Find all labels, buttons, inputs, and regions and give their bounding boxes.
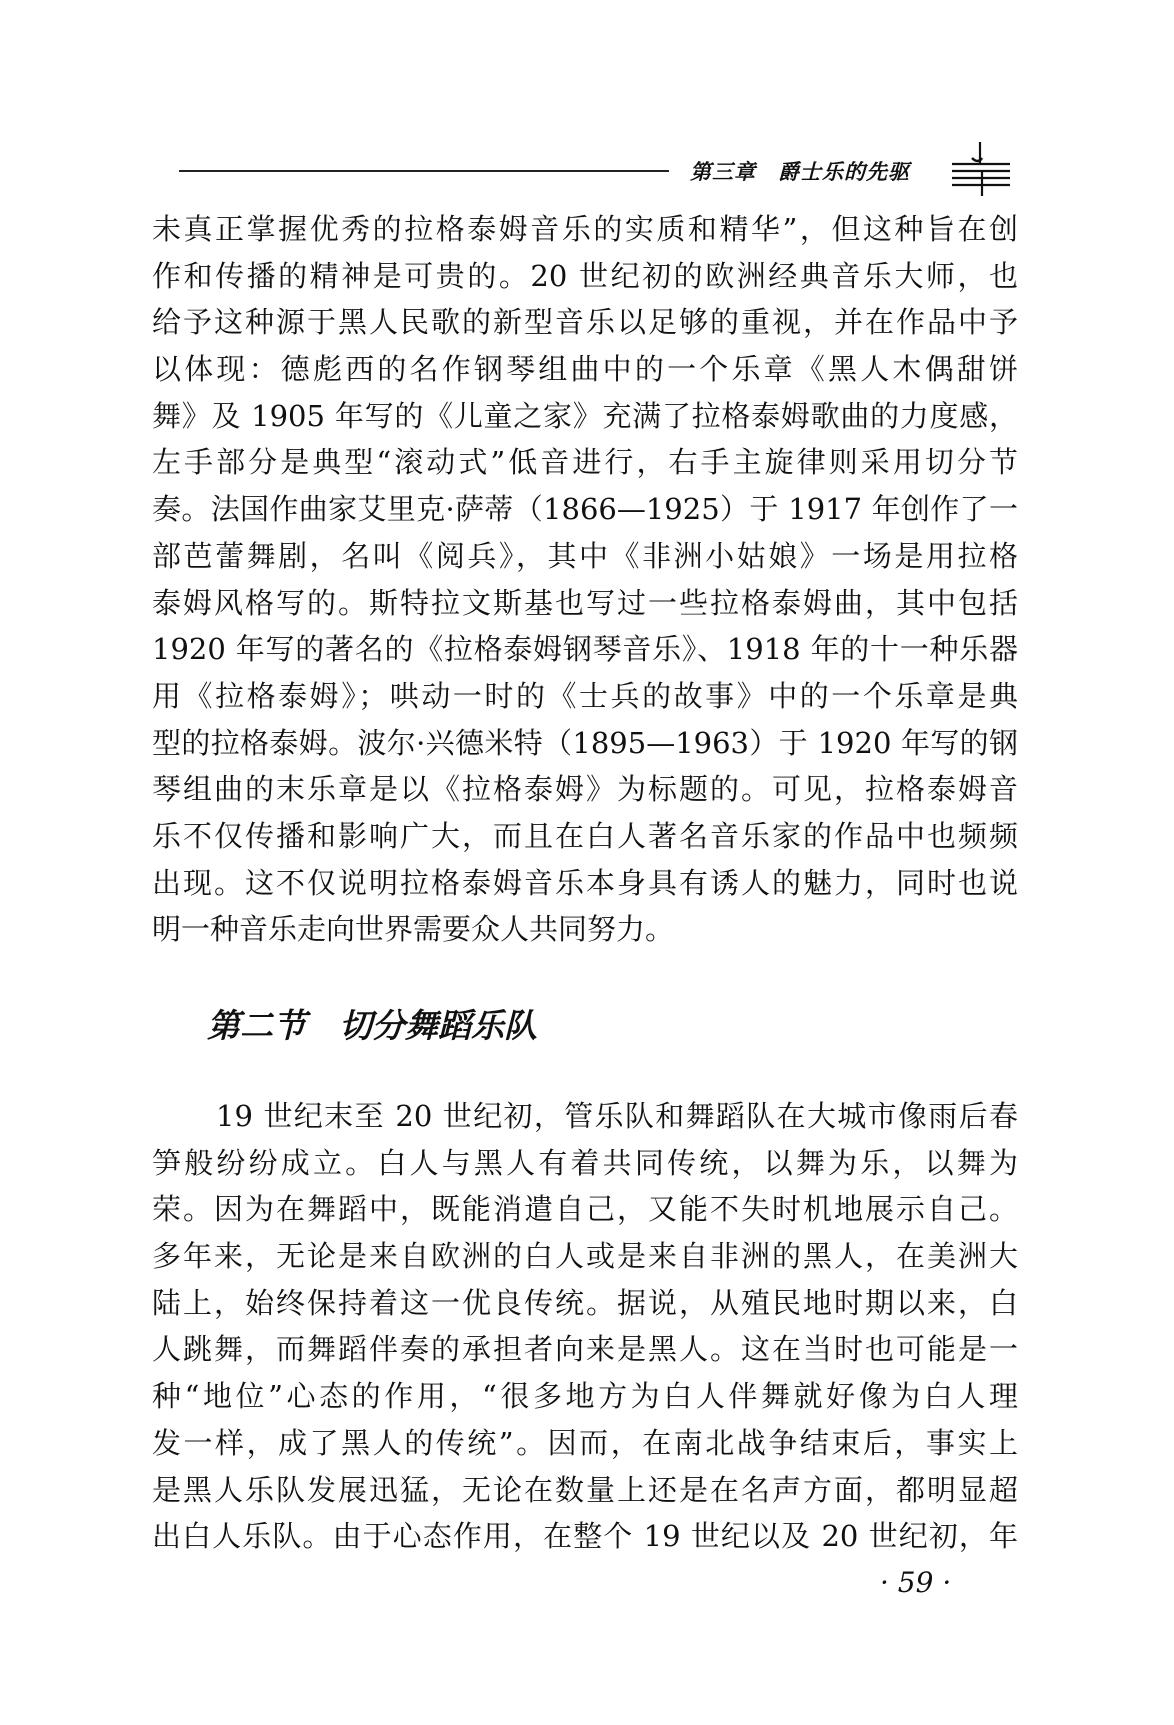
text-line: 种“地位”心态的作用，“很多地方为白人伴舞就好像为白人理: [152, 1379, 1018, 1414]
text-line: 乐不仅传播和影响广大，而且在白人著名音乐家的作品中也频频: [152, 818, 1018, 853]
text-line: 舞》及 1905 年写的《儿童之家》充满了拉格泰姆歌曲的力度感，: [152, 398, 1018, 433]
text-line: 出白人乐队。由于心态作用，在整个 19 世纪以及 20 世纪初，年: [152, 1519, 1018, 1554]
text-line: 型的拉格泰姆。波尔·兴德米特（1895—1963）于 1920 年写的钢: [152, 725, 1018, 760]
text-line: 泰姆风格写的。斯特拉文斯基也写过一些拉格泰姆曲，其中包括: [152, 585, 1018, 620]
text-line: 未真正掌握优秀的拉格泰姆音乐的实质和精华”，但这种旨在创: [152, 212, 1018, 246]
text-line: 出现。这不仅说明拉格泰姆音乐本身具有诱人的魅力，同时也说: [152, 865, 1018, 900]
paragraph-1: [152, 206, 1018, 953]
paragraph-2: [152, 1093, 1018, 1560]
text-line: 琴组曲的末乐章是以《拉格泰姆》为标题的。可见，拉格泰姆音: [152, 772, 1018, 807]
section-heading: 第二节 切分舞蹈乐队: [207, 1006, 537, 1045]
text-line: 人跳舞，而舞蹈伴奏的承担者向来是黑人。这在当时也可能是一: [152, 1332, 1018, 1367]
text-line: 奏。法国作曲家艾里克·萨蒂（1866—1925）于 1917 年创作了一: [152, 492, 1018, 527]
text-line: 以体现：德彪西的名作钢琴组曲中的一个乐章《黑人木偶甜饼: [152, 352, 1018, 387]
header-rule: [179, 170, 669, 172]
text-line: 作和传播的精神是可贵的。20 世纪初的欧洲经典音乐大师，也: [152, 258, 1018, 293]
text-line: 给予这种源于黑人民歌的新型音乐以足够的重视，并在作品中予: [152, 305, 1018, 340]
text-line: 部芭蕾舞剧，名叫《阅兵》，其中《非洲小姑娘》一场是用拉格: [152, 538, 1018, 573]
text-line: 明一种音乐走向世界需要众人共同努力。: [152, 912, 675, 947]
text-line: 荣。因为在舞蹈中，既能消遣自己，又能不失时机地展示自己。: [152, 1192, 1018, 1227]
text-line: 是黑人乐队发展迅猛，无论在数量上还是在名声方面，都明显超: [152, 1472, 1018, 1507]
text-line: 多年来，无论是来自欧洲的白人或是来自非洲的黑人，在美洲大: [152, 1239, 1018, 1274]
running-header-title: 第三章 爵士乐的先驱: [690, 160, 910, 184]
text-line: 19 世纪末至 20 世纪初，管乐队和舞蹈队在大城市像雨后春: [216, 1099, 1018, 1133]
text-line: 用《拉格泰姆》；哄动一时的《士兵的故事》中的一个乐章是典: [152, 678, 1018, 713]
music-staff-icon: [950, 140, 1012, 198]
text-line: 1920 年写的著名的《拉格泰姆钢琴音乐》、1918 年的十一种乐器: [152, 632, 1018, 667]
text-line: 陆上，始终保持着这一优良传统。据说，从殖民地时期以来，白: [152, 1285, 1018, 1320]
text-line: 左手部分是典型“滚动式”低音进行，右手主旋律则采用切分节: [152, 445, 1018, 480]
page-number: · 59 ·: [880, 1566, 952, 1599]
text-line: 发一样，成了黑人的传统”。因而，在南北战争结束后，事实上: [152, 1425, 1018, 1460]
text-line: 笋般纷纷成立。白人与黑人有着共同传统，以舞为乐，以舞为: [152, 1145, 1018, 1180]
